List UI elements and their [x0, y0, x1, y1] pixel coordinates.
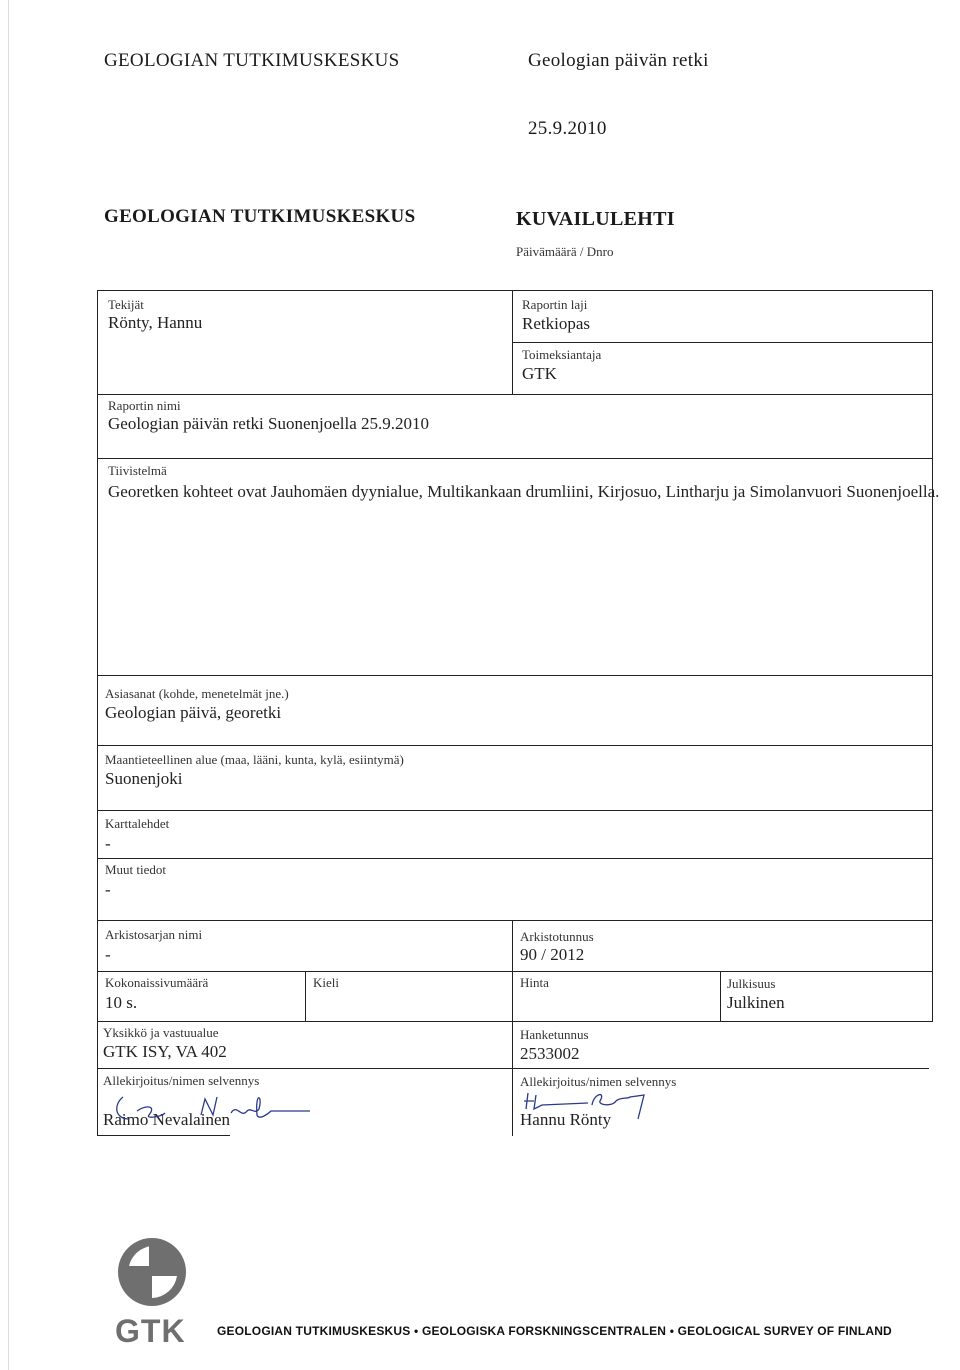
report-type-label: Raportin laji — [522, 297, 588, 312]
other-info-label: Muut tiedot — [105, 862, 167, 877]
page-header-org: GEOLOGIAN TUTKIMUSKESKUS — [104, 50, 400, 71]
language-label: Kieli — [313, 975, 339, 990]
divider-abstract — [97, 458, 933, 459]
authors-label: Tekijät — [108, 297, 144, 312]
map-sheets-label: Karttalehdet — [105, 816, 170, 831]
price-label: Hinta — [520, 975, 549, 990]
authors-value: Rönty, Hannu — [108, 313, 203, 332]
total-pages-label: Kokonaissivumäärä — [105, 975, 209, 990]
total-pages-value: 10 s. — [105, 993, 138, 1012]
gtk-logo-icon — [117, 1236, 187, 1308]
commissioner-value: GTK — [522, 364, 557, 383]
divider-pages — [97, 971, 933, 972]
archive-code-label: Arkistotunnus — [520, 929, 594, 944]
scan-edge — [8, 0, 9, 1370]
keywords-label: Asiasanat (kohde, menetelmät jne.) — [105, 686, 289, 701]
form-title: KUVAILULEHTI — [516, 208, 675, 230]
signature-left-name: Raimo Nevalainen — [103, 1110, 230, 1129]
unit-label: Yksikkö ja vastuualue — [103, 1025, 219, 1040]
date-label: Päivämäärä / Dnro — [516, 244, 614, 259]
form-left-border — [97, 290, 98, 1136]
divider-signature — [97, 1068, 929, 1069]
divider-publicity — [720, 971, 721, 1021]
form-right-border — [932, 290, 933, 921]
form-right-border-lower — [932, 920, 933, 1021]
signature-left-bottom — [97, 1135, 230, 1136]
commissioner-label: Toimeksiantaja — [522, 347, 602, 362]
divider-report-name — [97, 394, 933, 395]
footer-line: GEOLOGIAN TUTKIMUSKESKUS • GEOLOGISKA FORSKNINGSCENTRALEN • GEOLOGICAL SURVEY OF FINLAND — [217, 1324, 892, 1338]
signature-right-scribble — [520, 1085, 660, 1125]
archive-code-value: 90 / 2012 — [520, 945, 585, 964]
archive-series-value: - — [105, 945, 111, 964]
other-info-value: - — [105, 880, 111, 899]
divider-commissioner — [512, 342, 933, 343]
archive-series-label: Arkistosarjan nimi — [105, 927, 203, 942]
gtk-logo-text: GTK — [115, 1313, 186, 1349]
report-name-value: Geologian päivän retki Suonenjoella 25.9.2010 — [108, 414, 430, 433]
keywords-value: Geologian päivä, georetki — [105, 703, 282, 722]
publicity-label: Julkisuus — [727, 976, 776, 991]
unit-value: GTK ISY, VA 402 — [103, 1042, 227, 1061]
page-header-title: Geologian päivän retki — [528, 50, 709, 71]
signature-left-label: Allekirjoitus/nimen selvennys — [103, 1073, 260, 1088]
divider-region — [97, 745, 933, 746]
project-code-value: 2533002 — [520, 1044, 580, 1063]
page-header-date: 25.9.2010 — [528, 118, 607, 139]
map-sheets-value: - — [105, 834, 111, 853]
abstract-value: Georetken kohteet ovat Jauhomäen dyynialue, Multikankaan drumliini, Kirjosuo, Lintharju ja Simolanvuori Suonenjoella. — [108, 482, 940, 501]
region-value: Suonenjoki — [105, 769, 183, 788]
report-type-value: Retkiopas — [522, 314, 590, 333]
divider-map-sheets — [97, 810, 933, 811]
signature-left-scribble — [105, 1085, 315, 1135]
publicity-value: Julkinen — [727, 993, 785, 1012]
form-org: GEOLOGIAN TUTKIMUSKESKUS — [104, 206, 416, 227]
region-label: Maantieteellinen alue (maa, lääni, kunta, kylä, esiintymä) — [105, 752, 404, 767]
signature-right-name: Hannu Rönty — [520, 1110, 612, 1129]
project-code-label: Hanketunnus — [520, 1027, 589, 1042]
divider-keywords — [97, 675, 933, 676]
report-name-label: Raportin nimi — [108, 398, 181, 413]
abstract-label: Tiivistelmä — [108, 463, 167, 478]
divider-language — [305, 971, 306, 1021]
divider-other-info — [97, 858, 933, 859]
divider-archive-mid — [512, 920, 513, 1136]
divider-archive — [97, 920, 933, 921]
signature-right-label: Allekirjoitus/nimen selvennys — [520, 1074, 677, 1089]
form-top-border — [97, 290, 933, 291]
divider-unit — [97, 1021, 933, 1022]
